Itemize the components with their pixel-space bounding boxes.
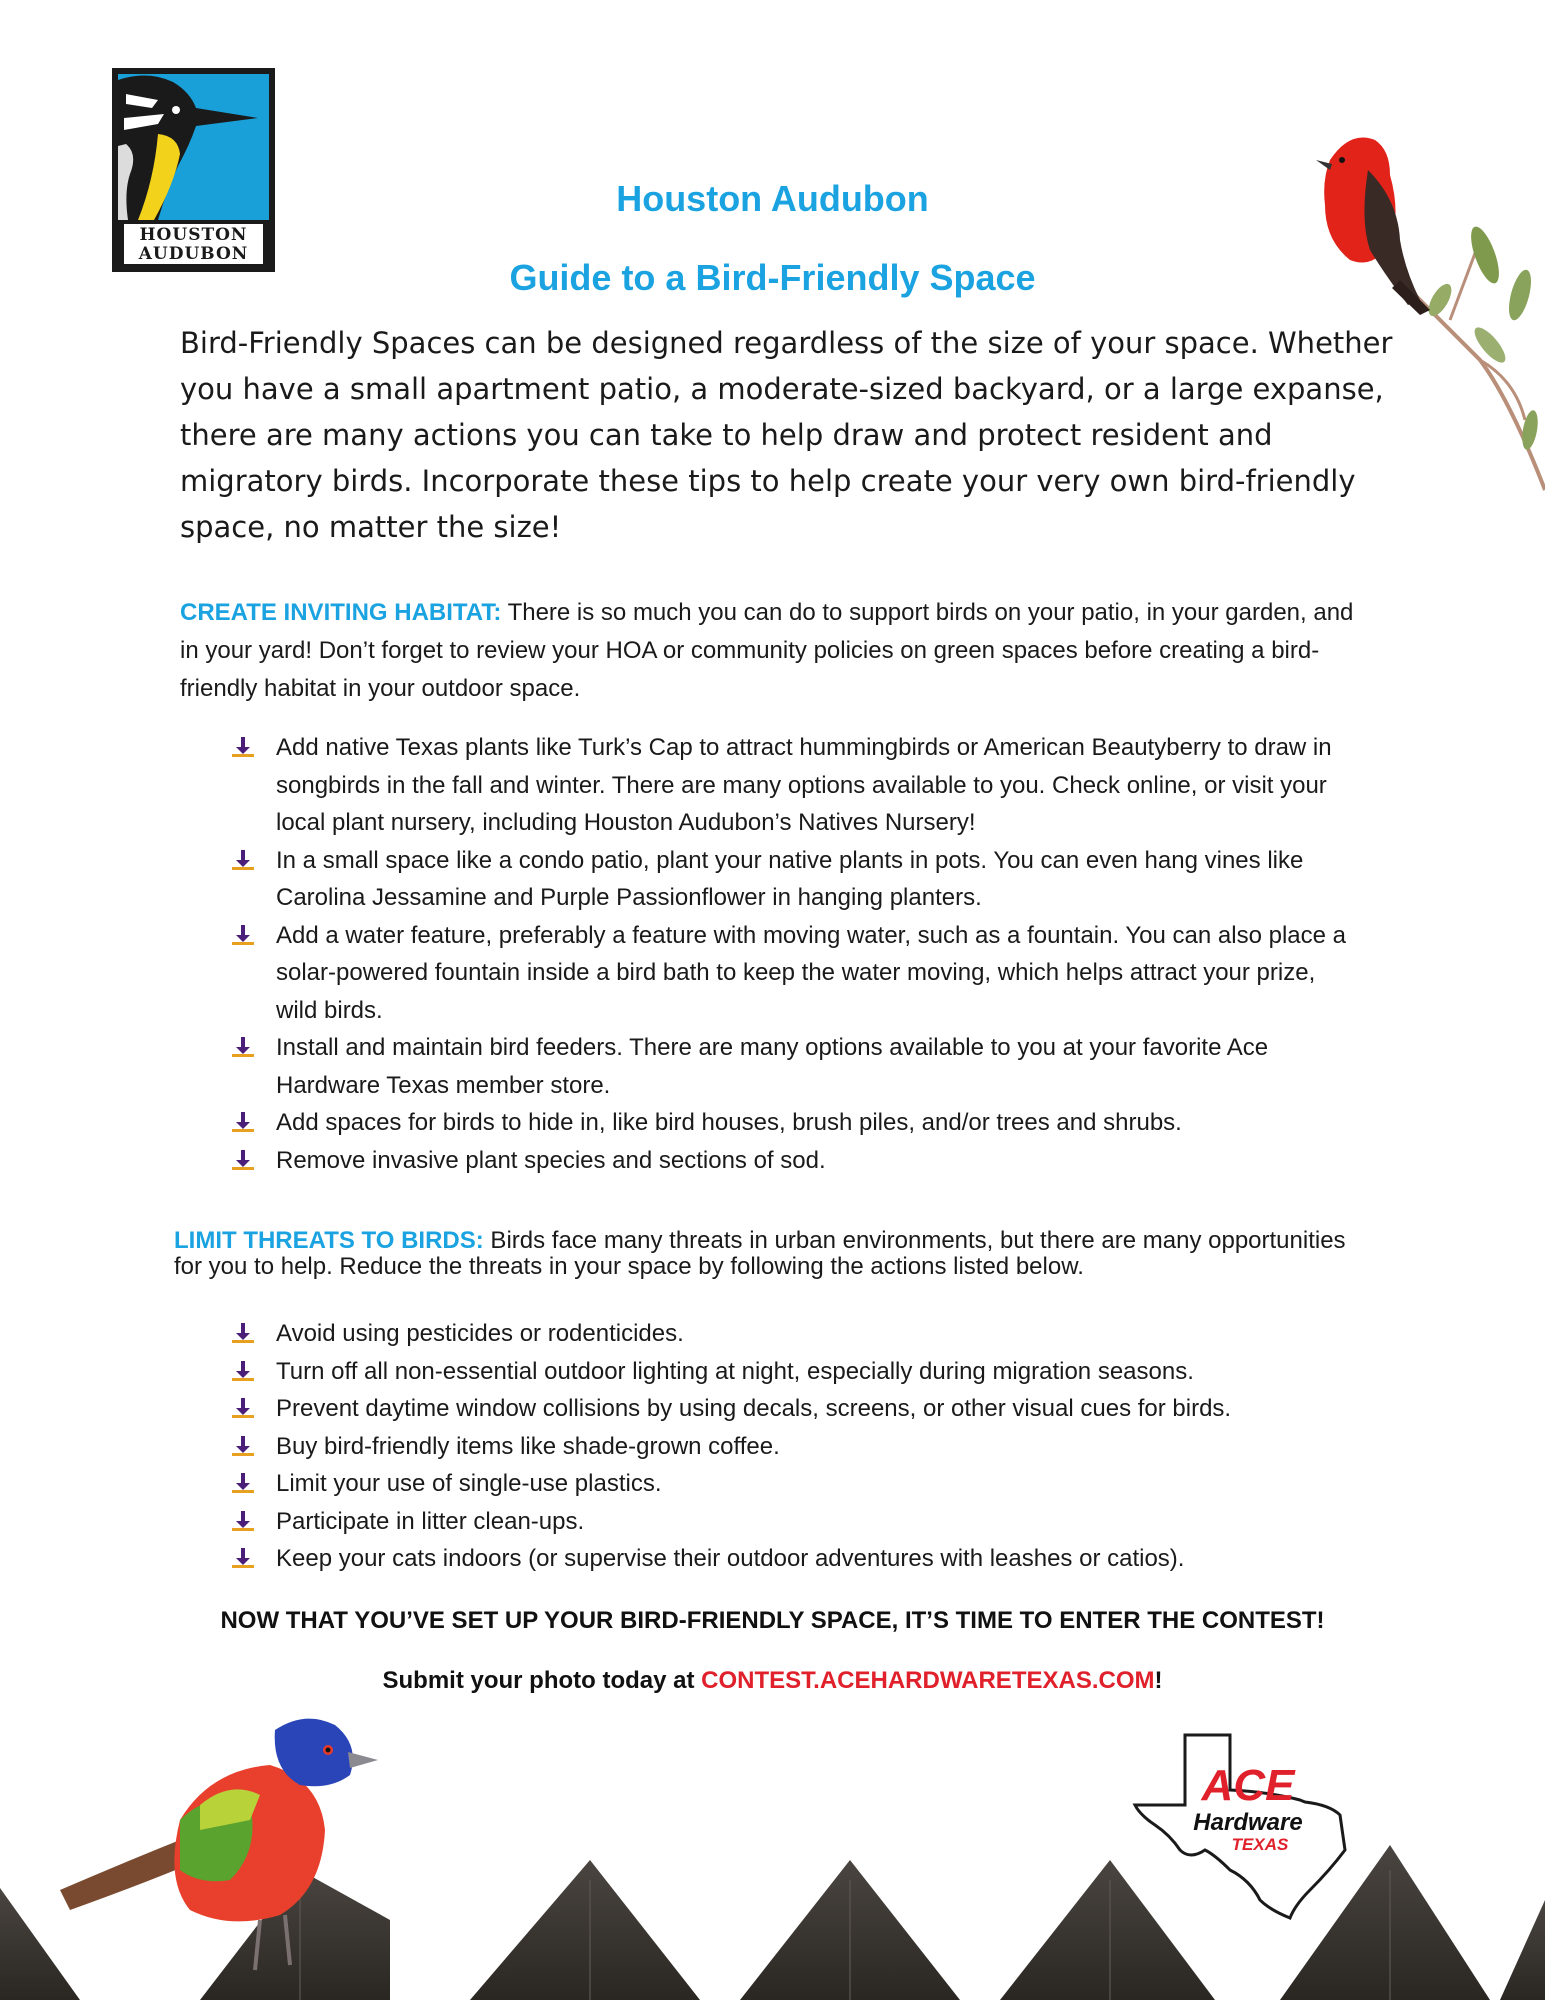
painted-bunting-image <box>60 1710 400 1990</box>
contest-headline: NOW THAT YOU’VE SET UP YOUR BIRD-FRIENDLY SPACE, IT’S TIME TO ENTER THE CONTEST! <box>220 1607 1325 1634</box>
submit-prefix: Submit your photo today at <box>382 1667 702 1694</box>
list-item: Add a water feature, preferably a feature with moving water, such as a fountain. You can also place a solar-powered fountain inside a bird bath to keep the water moving, which helps attract your prize, wild birds. <box>228 917 1358 1030</box>
threats-text: Birds face many threats in urban environments, but there are many opportunities for you to help. Reduce the threats in your space by following the actions listed below. <box>174 1227 1346 1280</box>
logo-line-1: HOUSTON <box>139 225 248 245</box>
arrow-bullet-icon <box>232 1473 254 1495</box>
arrow-bullet-icon <box>232 925 254 947</box>
list-item: Buy bird-friendly items like shade-grown coffee. <box>228 1428 1358 1466</box>
arrow-bullet-icon <box>232 1548 254 1570</box>
habitat-label: CREATE INVITING HABITAT: <box>180 599 502 626</box>
list-item: Remove invasive plant species and sections of sod. <box>228 1142 1358 1180</box>
submit-suffix: ! <box>1154 1667 1163 1694</box>
houston-audubon-logo <box>112 68 275 272</box>
page-title: Guide to a Bird-Friendly Space <box>509 257 1036 298</box>
list-item: Turn off all non-essential outdoor lighting at night, especially during migration seasons. <box>228 1353 1358 1391</box>
intro-paragraph: Bird-Friendly Spaces can be designed regardless of the size of your space. Whether you have a small apartment patio, a moderate-sized backyard, or a large expanse, there are many actions you can take to help draw and protect resident and migratory birds. Incorporate these tips to help create your very own bird-friendly space, no matter the size! <box>180 326 1393 544</box>
habitat-list <box>228 729 1358 1179</box>
arrow-bullet-icon <box>232 1398 254 1420</box>
list-item: Add spaces for birds to hide in, like bird houses, brush piles, and/or trees and shrubs. <box>228 1104 1358 1142</box>
logo-line-2: AUDUBON <box>138 244 249 264</box>
list-item: Limit your use of single-use plastics. <box>228 1465 1358 1503</box>
list-item: Add native Texas plants like Turk’s Cap to attract hummingbirds or American Beautyberry to draw in songbirds in the fall and winter. There are many options available to you. Check online, or visit your local plant nursery, including Houston Audubon’s Natives Nursery! <box>228 729 1358 842</box>
arrow-bullet-icon <box>232 737 254 759</box>
habitat-intro <box>180 594 1370 708</box>
ace-brand: ACE <box>1201 1761 1295 1810</box>
arrow-bullet-icon <box>232 850 254 872</box>
ace-hardware-texas-logo <box>1130 1730 1355 1920</box>
threats-list <box>228 1315 1358 1578</box>
threats-label: LIMIT THREATS TO BIRDS: <box>174 1227 484 1254</box>
list-item: Participate in litter clean-ups. <box>228 1503 1358 1541</box>
arrow-bullet-icon <box>232 1361 254 1383</box>
threats-intro <box>174 1228 1374 1280</box>
submit-line <box>0 1667 1545 1695</box>
list-item: Keep your cats indoors (or supervise their outdoor adventures with leashes or catios). <box>228 1540 1358 1578</box>
habitat-text: There is so much you can do to support birds on your patio, in your garden, and in your yard! Don’t forget to review your HOA or community policies on green spaces before creating a bird-friendly habitat in your outdoor space. <box>180 599 1354 702</box>
arrow-bullet-icon <box>232 1436 254 1458</box>
arrow-bullet-icon <box>232 1037 254 1059</box>
arrow-bullet-icon <box>232 1511 254 1533</box>
org-heading: Houston Audubon <box>616 178 929 219</box>
ace-texas: TEXAS <box>1231 1835 1289 1854</box>
list-item: In a small space like a condo patio, plant your native plants in pots. You can even hang vines like Carolina Jessamine and Purple Passionflower in hanging planters. <box>228 842 1358 917</box>
contest-link[interactable]: CONTEST.ACEHARDWARETEXAS.COM <box>701 1667 1155 1694</box>
arrow-bullet-icon <box>232 1112 254 1134</box>
list-item: Install and maintain bird feeders. There are many options available to you at your favorite Ace Hardware Texas member store. <box>228 1029 1358 1104</box>
ace-hardware: Hardware <box>1193 1809 1303 1836</box>
arrow-bullet-icon <box>232 1323 254 1345</box>
list-item: Avoid using pesticides or rodenticides. <box>228 1315 1358 1353</box>
arrow-bullet-icon <box>232 1150 254 1172</box>
list-item: Prevent daytime window collisions by using decals, screens, or other visual cues for birds. <box>228 1390 1358 1428</box>
